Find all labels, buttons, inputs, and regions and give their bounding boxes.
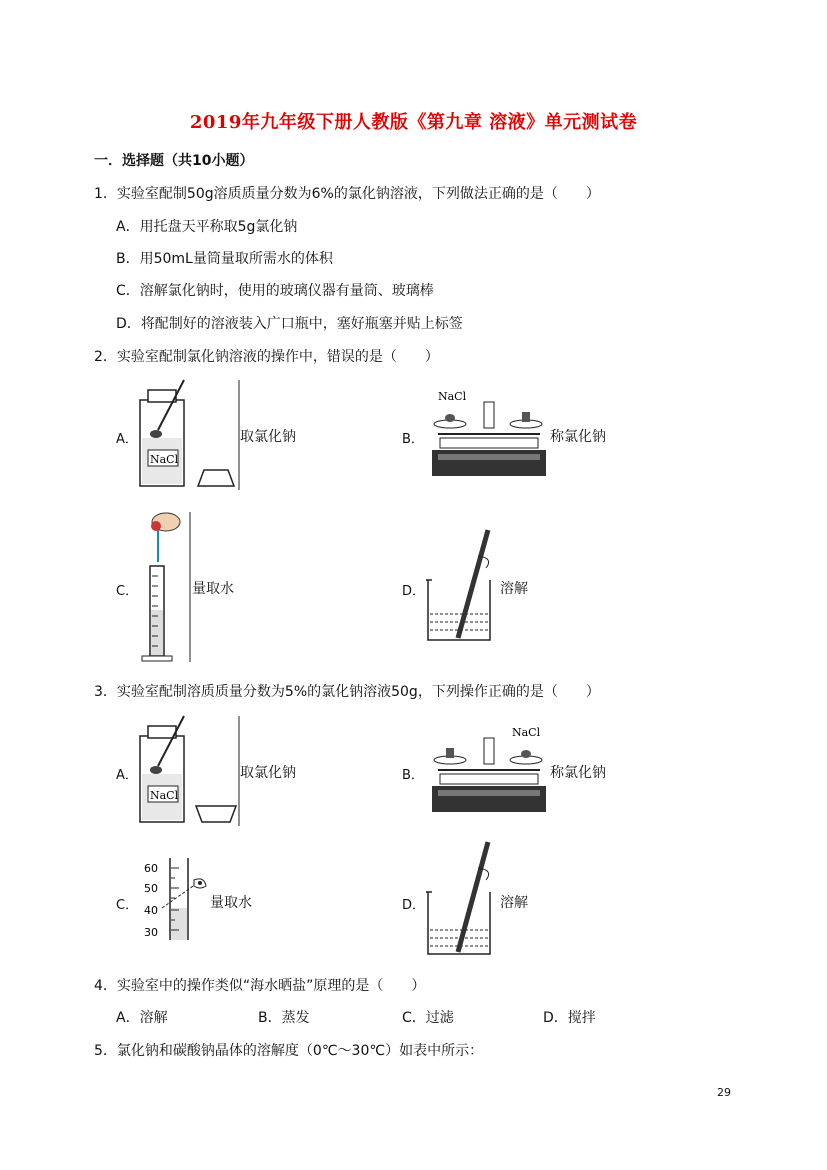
question-1-stem: 1．实验室配制50g溶质质量分数为6%的氯化钠溶液，下列做法正确的是（ ）	[94, 186, 600, 202]
q4-option-a: A．溶解	[116, 1010, 168, 1026]
q3-bottle-label: NaCl	[150, 789, 179, 802]
q3-caption-a: 取氯化钠	[240, 765, 296, 781]
q3-label-d: D．	[402, 898, 426, 913]
q4-option-b: B．蒸发	[258, 1010, 310, 1026]
q2-label-b: B．	[402, 432, 424, 447]
q3-balance-image	[428, 722, 550, 816]
page-number: 29	[717, 1086, 731, 1099]
q2-caption-b: 称氯化钠	[550, 429, 606, 445]
question-2-stem: 2．实验室配制氯化钠溶液的操作中，错误的是（ ）	[94, 349, 439, 365]
q2-balance-nacl-label: NaCl	[438, 390, 467, 403]
q3-label-b: B．	[402, 768, 424, 783]
document-title: 2019年九年级下册人教版《第九章 溶液》单元测试卷	[189, 112, 638, 133]
section-heading: 一．选择题（共10小题）	[94, 153, 254, 169]
q1-option-c: C．溶解氯化钠时，使用的玻璃仪器有量筒、玻璃棒	[116, 283, 434, 299]
q2-balance-image	[428, 386, 550, 480]
q3-reagent-bottle-image	[138, 714, 244, 828]
q3-tick-50: 50	[144, 882, 158, 895]
q3-tick-60: 60	[144, 862, 158, 875]
q2-reagent-bottle-image	[138, 378, 244, 492]
q2-cylinder-dropper-image	[138, 510, 194, 664]
q4-option-c: C．过滤	[402, 1010, 454, 1026]
question-4-stem: 4．实验室中的操作类似“海水晒盐”原理的是（ ）	[94, 978, 426, 994]
q2-caption-a: 取氯化钠	[240, 429, 296, 445]
q3-balance-nacl-label: NaCl	[512, 726, 541, 739]
q2-label-d: D．	[402, 584, 426, 599]
q3-caption-d: 溶解	[500, 895, 528, 911]
q3-tick-30: 30	[144, 926, 158, 939]
q1-option-b: B．用50mL量筒量取所需水的体积	[116, 251, 333, 267]
q2-label-a: A．	[116, 432, 138, 447]
q3-caption-c: 量取水	[210, 895, 252, 911]
q1-option-d: D．将配制好的溶液装入广口瓶中，塞好瓶塞并贴上标签	[116, 316, 463, 332]
q3-label-c: C．	[116, 898, 139, 913]
q2-label-c: C．	[116, 584, 139, 599]
q2-bottle-label: NaCl	[150, 453, 179, 466]
q4-option-d: D．搅拌	[543, 1010, 596, 1026]
q3-label-a: A．	[116, 768, 138, 783]
question-3-stem: 3．实验室配制溶质质量分数为5%的氯化钠溶液50g，下列操作正确的是（ ）	[94, 684, 600, 700]
q2-beaker-image	[424, 528, 502, 646]
q3-tick-40: 40	[144, 904, 158, 917]
q2-caption-c: 量取水	[192, 581, 234, 597]
q3-cylinder-reading-image	[142, 856, 210, 942]
question-5-stem: 5．氯化钠和碳酸钠晶体的溶解度（0℃～30℃）如表中所示：	[94, 1043, 484, 1059]
q3-caption-b: 称氯化钠	[550, 765, 606, 781]
q3-beaker-image	[424, 840, 502, 960]
q2-caption-d: 溶解	[500, 581, 528, 597]
q1-option-a: A．用托盘天平称取5g氯化钠	[116, 219, 298, 235]
